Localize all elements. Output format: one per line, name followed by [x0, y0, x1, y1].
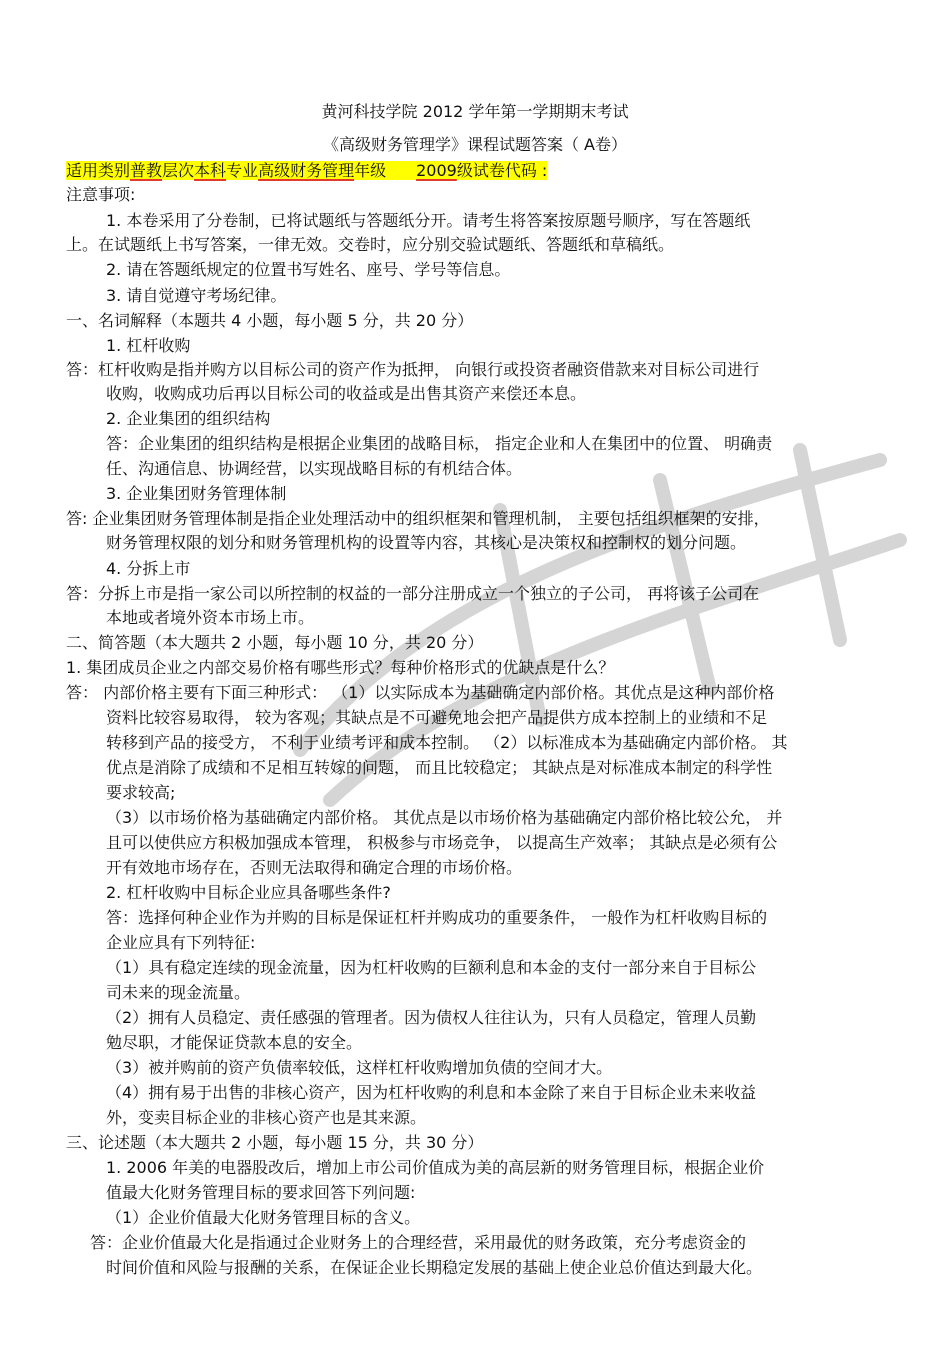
- scope-level-label: 层次: [162, 161, 195, 180]
- note-item-1-cont: 上。在试题纸上书写答案，一律无效。交卷时，应分别交验试题纸、答题纸和草稿纸。: [66, 235, 675, 254]
- answer-text: （3）被并购前的资产负债率较低，这样杠杆收购增加负债的空间才大。: [106, 1058, 613, 1077]
- scope-major-label: 专业: [226, 161, 259, 180]
- answer-text: 时间价值和风险与报酬的关系，在保证企业长期稳定发展的基础上使企业总价值达到最大化。: [106, 1258, 763, 1277]
- sub-question-text: （1）企业价值最大化财务管理目标的含义。: [106, 1208, 421, 1227]
- question-text: 1. 杠杆收购: [106, 336, 191, 355]
- scope-grade-label: 年级: [354, 161, 387, 180]
- answer-text: 且可以使供应方积极加强成本管理， 积极参与市场竞争， 以提高生产效率； 其缺点是必须有公: [106, 833, 778, 852]
- answer-text: 收购，收购成功后再以目标公司的收益或是出售其资产来偿还本息。: [106, 384, 587, 403]
- section-2-heading: 二、简答题（本大题共 2 小题，每小题 10 分，共 20 分）: [66, 633, 484, 652]
- exam-scope-line: [66, 160, 547, 182]
- note-item-3: 3. 请自觉遵守考场纪律。: [106, 286, 287, 305]
- answer-text: 本地或者境外资本市场上市。: [106, 608, 315, 627]
- question-text: 3. 企业集团财务管理体制: [106, 484, 287, 503]
- answer-text: 答： 内部价格主要有下面三种形式： （1）以实际成本为基础确定内部价格。其优点是这种内部价格: [66, 683, 775, 702]
- answer-text: （4）拥有易于出售的非核心资产，因为杠杆收购的利息和本金除了来自于目标企业未来收益: [106, 1083, 757, 1102]
- answer-text: （3）以市场价格为基础确定内部价格。 其优点是以市场价格为基础确定内部价格比较公允， 并: [106, 808, 783, 827]
- answer-text: 转移到产品的接受方， 不利于业绩考评和成本控制。 （2）以标准成本为基础确定内部价格。 其: [106, 733, 788, 752]
- answer-text: 要求较高;: [106, 783, 176, 802]
- section-3-heading: 三、论述题（本大题共 2 小题，每小题 15 分，共 30 分）: [66, 1133, 484, 1152]
- answer-text: 司未来的现金流量。: [106, 983, 251, 1002]
- page-subtitle: 《高级财务管理学》课程试题答案（ A卷）: [322, 135, 628, 154]
- answer-text: 资料比较容易取得， 较为客观；其缺点是不可避免地会把产品提供方成本控制上的业绩和不足: [106, 708, 768, 727]
- question-text: 2. 杠杆收购中目标企业应具备哪些条件?: [106, 883, 391, 902]
- answer-text: 优点是消除了成绩和不足相互转嫁的问题， 而且比较稳定； 其缺点是对标准成本制定的科学性: [106, 758, 773, 777]
- note-item-2: 2. 请在答题纸规定的位置书写姓名、座号、学号等信息。: [106, 260, 511, 279]
- scope-category-label: 适用类别: [66, 161, 131, 180]
- answer-text: （1）具有稳定连续的现金流量，因为杠杆收购的巨额利息和本金的支付一部分来自于目标公: [106, 958, 757, 977]
- question-text: 1. 集团成员企业之内部交易价格有哪些形式？每种价格形式的优缺点是什么？: [66, 658, 615, 677]
- scope-level-value: 本科: [194, 161, 227, 180]
- question-text: 1. 2006 年美的电器股改后，增加上市公司价值成为美的高层新的财务管理目标，根据企业价: [106, 1158, 765, 1177]
- question-text: 4. 分拆上市: [106, 559, 191, 578]
- page-title: 黄河科技学院 2012 学年第一学期期末考试: [321, 102, 629, 121]
- question-text: 值最大化财务管理目标的要求回答下列问题:: [106, 1183, 416, 1202]
- answer-text: 答：分拆上市是指一家公司以所控制的权益的一部分注册成立一个独立的子公司， 再将该子公司在: [66, 584, 760, 603]
- scope-category-value: 普教: [130, 161, 163, 180]
- answer-text: 答：杠杆收购是指并购方以目标公司的资产作为抵押， 向银行或投资者融资借款来对目标公司进行: [66, 360, 760, 379]
- answer-text: 答: 企业集团财务管理体制是指企业处理活动中的组织框架和管理机制， 主要包括组织框架的安排，: [66, 509, 770, 528]
- scope-code-label: 级试卷代码 :: [456, 161, 548, 180]
- answer-text: 财务管理权限的划分和财务管理机构的设置等内容，其核心是决策权和控制权的划分问题。: [106, 533, 747, 552]
- scope-grade-value: 2009: [416, 161, 457, 180]
- answer-text: 任、沟通信息、协调经营，以实现战略目标的有机结合体。: [106, 459, 523, 478]
- section-1-heading: 一、名词解释（本题共 4 小题，每小题 5 分，共 20 分）: [66, 311, 474, 330]
- answer-text: 答：选择何种企业作为并购的目标是保证杠杆并购成功的重要条件， 一般作为杠杆收购目标的: [106, 908, 768, 927]
- question-text: 2. 企业集团的组织结构: [106, 409, 271, 428]
- answer-text: 企业应具有下列特征:: [106, 933, 256, 952]
- notes-heading: 注意事项:: [66, 185, 136, 204]
- answer-text: （2）拥有人员稳定、责任感强的管理者。因为债权人往往认为，只有人员稳定，管理人员勤: [106, 1008, 757, 1027]
- note-item-1: 1. 本卷采用了分卷制，已将试题纸与答题纸分开。请考生将答案按原题号顺序，写在答题纸: [106, 211, 751, 230]
- answer-text: 勉尽职，才能保证贷款本息的安全。: [106, 1033, 363, 1052]
- answer-text: 开有效地市场存在，否则无法取得和确定合理的市场价格。: [106, 858, 523, 877]
- scope-major-value: 高级财务管理: [258, 161, 355, 180]
- answer-text: 外，变卖目标企业的非核心资产也是其来源。: [106, 1108, 427, 1127]
- answer-text: 答：企业价值最大化是指通过企业财务上的合理经营，采用最优的财务政策，充分考虑资金的: [90, 1233, 747, 1252]
- answer-text: 答：企业集团的组织结构是根据企业集团的战略目标， 指定企业和人在集团中的位置、 明确责: [106, 434, 773, 453]
